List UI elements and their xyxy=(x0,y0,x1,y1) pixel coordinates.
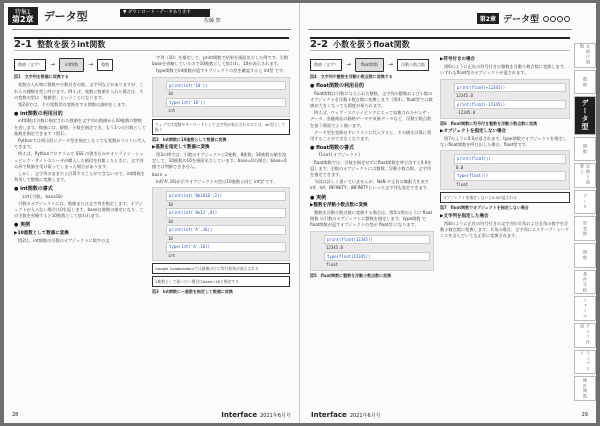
issue-label: 2021年6月号 xyxy=(349,412,381,419)
callout-note: Google Colaboratoryでは最後の行の実行結果が表示される xyxy=(152,263,290,274)
code-output: 0.0 xyxy=(456,164,464,170)
code-cell[interactable]: type(int('10')) xyxy=(166,98,286,108)
header-rule xyxy=(308,29,572,30)
paragraph: 図8のように正負の符号付きの文字列の半角および全角の数字を浮動小数点数に変換します。半角の場合、文字列にエスケープ・シーケンスを含んでいても正常に変換されます。 xyxy=(440,220,570,239)
code-output: 12345.0 xyxy=(326,245,343,251)
paragraph: Pythonでは明示的にデータ型を指定しなくても変数がリストに代入できます。 xyxy=(14,138,146,150)
issue-label: 2021年6月号 xyxy=(260,412,291,419)
subheading-example: ● 実例 xyxy=(14,222,31,229)
fig1-box-output: 整数 xyxy=(97,59,113,71)
code-cell[interactable]: print(int('0o12',8)) xyxy=(166,208,286,218)
code-output: int xyxy=(168,252,176,258)
side-tab[interactable]: お助け関数 xyxy=(574,43,596,68)
paragraph: 図6のように正負の符号付きの整数を浮動小数点数に変換します。いずれもfloat型のオブジェクトが返されます。 xyxy=(440,64,568,76)
author: 佐藤 智 xyxy=(204,18,221,24)
code-output: 10 xyxy=(168,235,173,241)
signed-heading: ▶符号付きの場合 xyxy=(440,57,475,62)
code-cell[interactable]: print(float(-12345)) xyxy=(454,100,566,110)
code-cell[interactable]: print(float(+12345)) xyxy=(454,83,566,93)
chapter-label: 第2章 xyxy=(12,15,34,24)
no-object-heading: ▶オブジェクトを指定しない場合 xyxy=(440,128,507,134)
chapter-badge xyxy=(8,7,38,25)
section-number: 2-2 xyxy=(310,39,329,50)
paragraph: しかし、文字列のままだと計算することができないので、int関数を利用して整数に変換します。 xyxy=(14,171,145,183)
example-heading: ▶10進数として数値に変換 xyxy=(14,230,69,236)
chapter-side-tabs xyxy=(574,43,596,401)
section-heading xyxy=(310,37,570,51)
download-icon: ▼ xyxy=(123,10,127,15)
chapter-topic: データ型 xyxy=(43,10,88,23)
side-tab[interactable]: 統計関数 xyxy=(574,376,596,401)
paragraph: 例えば、Pythonプログラムで SSS の書き込みやオンライン・ショッピング・サイトのユーザが購入した値段を収集したときに、文字列の形で数値を受け取ってしまった場合があります。 xyxy=(14,151,144,169)
code-cell[interactable]: print(float(12345)) xyxy=(324,235,430,245)
fig4-box-func: float関数 xyxy=(355,58,384,72)
side-tab[interactable]: 関数 xyxy=(574,137,596,162)
paragraph: 字列（10）を指定して、print関数で結果を画面出力した例です。引数baseを省略しているので10進数として扱われ、10が表示されます。 xyxy=(152,55,289,67)
code-output: 10 xyxy=(168,91,173,97)
paragraph: 図7のように0.0が返されます。type関数でオブジェクトを指定しないfloat関数を呼び出した場合、float型です。 xyxy=(440,136,567,148)
figure-4-caption: 図4 文字列や整数を浮動小数点数に変換する xyxy=(310,74,393,80)
feature-label: 特集1 xyxy=(14,9,31,16)
code-output: 12345.0 xyxy=(456,93,473,99)
paragraph: 引数のオブジェクトには、数値または文字列を指定します。オブジェクトが入らない場合は0を返します。baseは進数の指定になり、この引数を省略すると10進数として扱われます。 xyxy=(14,200,144,219)
subheading-float-form: ● float関数の書式 xyxy=(310,145,355,152)
chapter-topic: データ型 xyxy=(502,15,539,25)
code-output: -12345.0 xyxy=(456,110,476,116)
fig1-box-func: int関数 xyxy=(59,58,84,72)
fig1-box-input: 数値（文字） xyxy=(14,59,46,71)
fig4-box-input: 数値（文字） xyxy=(310,59,342,71)
figure-5-caption: 図5 float関数に整数を浮動小数点数に変換 xyxy=(310,272,392,278)
side-tab[interactable]: 定数と演算子 xyxy=(574,163,596,188)
header-rule xyxy=(12,29,291,30)
base-heading: ▶基数を指定して数値に変換 xyxy=(152,144,210,150)
float-syntax: float(オブジェクト) xyxy=(318,152,361,158)
code-output: float xyxy=(326,262,339,268)
left-page xyxy=(4,3,300,423)
arrow-icon: → xyxy=(346,61,352,68)
example-heading: ▶整数を浮動小数点数に変換 xyxy=(310,202,368,208)
side-tab[interactable]: 型変換 xyxy=(574,216,596,241)
right-column-2 xyxy=(440,55,570,401)
code-block-fig3 xyxy=(152,187,290,261)
download-banner[interactable] xyxy=(120,9,210,17)
decoration-icons xyxy=(543,16,570,22)
side-tab[interactable]: グラフ作成 xyxy=(574,323,596,348)
code-cell[interactable]: print(int('0b1010',2)) xyxy=(166,191,286,201)
section-heading xyxy=(14,37,289,51)
code-output: int xyxy=(168,108,176,114)
code-output: 10 xyxy=(168,201,173,207)
code-block-fig6 xyxy=(440,79,570,119)
arrow-icon: → xyxy=(388,61,394,68)
side-tab[interactable]: データ xyxy=(574,190,596,215)
fig4-box-output: 浮動小数点数 xyxy=(397,59,429,71)
left-column-1 xyxy=(14,55,146,401)
subheading-float-use: ● float関数の利用目的 xyxy=(310,83,365,90)
paragraph: int関数は引数に指定された数値を文字列の数値から10進数の整数を表します。数値には、整数、小数を指定でき、もう1つの引数として基数を指定できます（図1）。 xyxy=(14,118,146,136)
string-heading: ▶文字列を指定した場合 xyxy=(440,213,489,219)
side-tab[interactable]: ファイル xyxy=(574,296,596,321)
code-cell[interactable]: print(float()) xyxy=(454,154,566,164)
subheading-int-form: ● int関数の書式 xyxy=(14,186,53,193)
paragraph: float関数では、引数を指定せずにfloat関数を呼び出すと0.0を返します。引数のオブジェクトには整数、浮動小数点数、文字列を指定できます。 xyxy=(310,159,432,178)
magazine-spread xyxy=(4,3,596,423)
side-tab[interactable]: 数値 xyxy=(574,70,596,95)
paragraph: 今回は詳しく書いていませんが、NaN や正負の無限大を表すinf、Inf、INFINITY、INFINITYといった文字列も設定できます。 xyxy=(310,179,431,191)
code-block-fig7 xyxy=(440,150,570,190)
figure-4-diagram xyxy=(310,58,434,72)
figure-3-caption: 図3 int関数に一基数を指定して数値に変換 xyxy=(152,289,233,295)
figure-1-caption: 図1 文字列を数値に変換する xyxy=(14,74,69,80)
subheading-example: ● 実例 xyxy=(310,194,327,201)
paragraph: 例えば、ウェブ・スクレイピングによって収集されたセンサ・データ、金融商品の価格データや気象データなど、浮動小数点数を扱う場面でよく使います。 xyxy=(310,110,432,128)
section-title: 小数を扱うfloat関数 xyxy=(333,40,410,49)
right-page xyxy=(300,3,596,423)
code-cell[interactable]: type(int('A',16)) xyxy=(166,242,286,252)
arrow-icon: → xyxy=(88,61,94,68)
paragraph: データ型を変換せずにリストに代入すると、その値を計算に利用することができなくなります。 xyxy=(310,129,432,142)
magazine-name: Interface xyxy=(311,411,347,419)
section-number: 2-1 xyxy=(14,39,33,50)
code-block-fig2 xyxy=(152,77,290,117)
code-cell[interactable]: print(int('10')) xyxy=(166,81,286,91)
left-column-2 xyxy=(152,55,290,401)
magazine-name: Interface xyxy=(221,411,258,419)
code-cell[interactable]: type(float(12345)) xyxy=(324,252,430,262)
page-header xyxy=(477,12,570,25)
download-label: ダウンロード・データあります xyxy=(127,10,191,15)
paragraph: float関数は引数に与えられた整数、文字列の整数および小数のオブジェクトを浮動小数点数に変換します（図4）。float型では数値が大きくなっても精度が保たれます。 xyxy=(310,90,433,109)
paragraph: 変数の入れ物に整数や少数付きの数、文字列などがありますが、これらの種類を型と呼びます。例えば、変数に数値を入れた場合は、その変数の型は「数値型」ということになります。 xyxy=(14,82,144,100)
page-number: 29 xyxy=(581,412,588,418)
right-column-1 xyxy=(310,55,434,401)
code-cell[interactable]: print(int('A',16)) xyxy=(166,225,286,235)
code-block-fig5 xyxy=(310,231,434,271)
page-footer xyxy=(4,411,299,419)
figure-2-caption: 図2 int関数に10進数として数値に変換 xyxy=(152,136,227,142)
side-tab[interactable]: ライブラリ xyxy=(574,350,596,375)
callout-note: ウェブでは変数やキーワードとして文字列が表示されるのでは、str型として扱う xyxy=(152,119,290,135)
callout-note: 1進数として扱いたい場合はbase=16と指定する xyxy=(152,276,290,287)
figure-6-caption: 図6 float関数に符号付き整数を浮動小数点数に変換 xyxy=(440,120,538,126)
code-output: float xyxy=(456,181,469,187)
paragraph: 整数を浮動小数点数に変換する場合は、図5の例のように float関数 の引数のオブジェクトに整数を指定します。type関数 でfloat関数が返すオブジェクトの型が float型 になります。 xyxy=(310,210,433,228)
side-tab-active[interactable]: データ型 xyxy=(574,96,596,134)
base-code: base = xyxy=(152,171,168,177)
paragraph: 図3の例では、引数のオブジェクトに2進数、8進数、16進数の値を設定して、10進数の10を画面出力しています。base=0の場合、base=0値では判断できません。 xyxy=(152,152,287,170)
paragraph: type関数でint関数が返すオブジェクトの型を確認すると int型 です。 xyxy=(156,68,288,74)
subheading-int-use: ● int関数の利用目的 xyxy=(14,111,63,118)
paragraph: int('A',16)が示すオブジェクトの型は10進数と同じ int型 です。 xyxy=(156,178,278,184)
code-cell[interactable]: type(float()) xyxy=(454,171,566,181)
figure-7-caption: 図7 float関数でオブジェクトを指定しない場合 xyxy=(440,205,529,211)
page-number: 28 xyxy=(12,412,19,418)
paragraph: 図2は、int関数の引数のオブジェクトに数字の文 xyxy=(18,237,110,243)
paragraph: 第2章では、その変数型の変換をする関数の説明をします。 xyxy=(18,102,130,108)
chapter-label: 第2章 xyxy=(477,13,499,24)
side-tab[interactable]: 関数 xyxy=(574,243,596,268)
section-title: 整数を扱うint関数 xyxy=(37,40,106,49)
callout-note: オブジェクトを指定しないと0.0が返される xyxy=(440,192,570,203)
figure-1-diagram xyxy=(14,58,146,72)
code-output: 10 xyxy=(168,218,173,224)
int-syntax: int(引数, base10) xyxy=(22,193,64,199)
arrow-icon: → xyxy=(50,61,56,68)
page-footer xyxy=(300,411,596,419)
side-tab[interactable]: 条件分岐 xyxy=(574,270,596,295)
